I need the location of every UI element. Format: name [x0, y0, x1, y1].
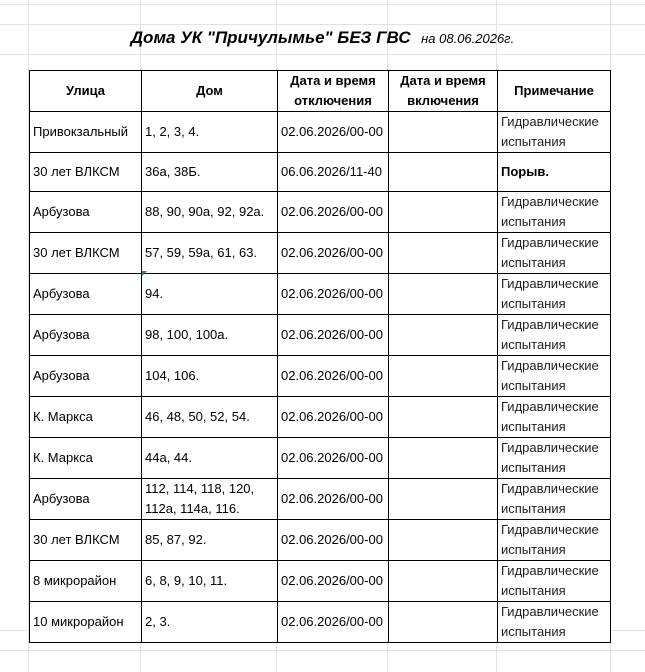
comment-marker-icon[interactable]: [142, 271, 147, 276]
note-cell[interactable]: Гидравлические испытания: [498, 274, 611, 315]
table-row: [30, 356, 611, 397]
off-time-cell[interactable]: 02.06.2026/00-00: [278, 315, 389, 356]
on-time-cell[interactable]: [389, 561, 498, 602]
header-street[interactable]: Улица: [30, 71, 142, 112]
off-time-cell[interactable]: 02.06.2026/00-00: [278, 479, 389, 520]
sheet-title: [0, 28, 645, 54]
off-time-cell[interactable]: 02.06.2026/00-00: [278, 192, 389, 233]
note-cell[interactable]: Гидравлические испытания: [498, 479, 611, 520]
street-cell[interactable]: Арбузова: [30, 192, 142, 233]
street-cell[interactable]: Арбузова: [30, 315, 142, 356]
table-row: [30, 315, 611, 356]
house-cell[interactable]: 88, 90, 90а, 92, 92а.: [142, 192, 278, 233]
house-cell[interactable]: 85, 87, 92.: [142, 520, 278, 561]
house-cell[interactable]: 6, 8, 9, 10, 11.: [142, 561, 278, 602]
street-cell[interactable]: 30 лет ВЛКСМ: [30, 520, 142, 561]
street-cell[interactable]: Арбузова: [30, 356, 142, 397]
on-time-cell[interactable]: [389, 438, 498, 479]
table-row: [30, 397, 611, 438]
house-cell[interactable]: 2, 3.: [142, 602, 278, 643]
street-cell[interactable]: Арбузова: [30, 479, 142, 520]
note-cell[interactable]: Гидравлические испытания: [498, 356, 611, 397]
note-cell[interactable]: Гидравлические испытания: [498, 112, 611, 153]
note-cell[interactable]: Гидравлические испытания: [498, 561, 611, 602]
header-note[interactable]: Примечание: [498, 71, 611, 112]
on-time-cell[interactable]: [389, 153, 498, 192]
note-cell[interactable]: Гидравлические испытания: [498, 192, 611, 233]
house-cell[interactable]: 112, 114, 118, 120, 112а, 114а, 116.: [142, 479, 278, 520]
title-main: Дома УК "Причулымье" БЕЗ ГВС: [130, 28, 411, 47]
table-row: [30, 561, 611, 602]
on-time-cell[interactable]: [389, 112, 498, 153]
table-row: [30, 602, 611, 643]
on-time-cell[interactable]: [389, 274, 498, 315]
note-cell[interactable]: Гидравлические испытания: [498, 438, 611, 479]
table-row: [30, 233, 611, 274]
off-time-cell[interactable]: 06.06.2026/11-40: [278, 153, 389, 192]
off-time-cell[interactable]: 02.06.2026/00-00: [278, 561, 389, 602]
street-cell[interactable]: К. Маркса: [30, 438, 142, 479]
street-cell[interactable]: Привокзальный: [30, 112, 142, 153]
table-row: [30, 520, 611, 561]
off-time-cell[interactable]: 02.06.2026/00-00: [278, 520, 389, 561]
off-time-cell[interactable]: 02.06.2026/00-00: [278, 356, 389, 397]
on-time-cell[interactable]: [389, 356, 498, 397]
off-time-cell[interactable]: 02.06.2026/00-00: [278, 112, 389, 153]
title-date: на 08.06.2026г.: [421, 31, 515, 46]
on-time-cell[interactable]: [389, 520, 498, 561]
street-cell[interactable]: 30 лет ВЛКСМ: [30, 233, 142, 274]
on-time-cell[interactable]: [389, 233, 498, 274]
house-cell[interactable]: 104, 106.: [142, 356, 278, 397]
header-row: [30, 71, 611, 112]
off-time-cell[interactable]: 02.06.2026/00-00: [278, 602, 389, 643]
house-cell[interactable]: 94.: [142, 274, 278, 315]
note-cell[interactable]: Порыв.: [498, 153, 611, 192]
house-cell[interactable]: 44а, 44.: [142, 438, 278, 479]
off-time-cell[interactable]: 02.06.2026/00-00: [278, 233, 389, 274]
off-time-cell[interactable]: 02.06.2026/00-00: [278, 438, 389, 479]
on-time-cell[interactable]: [389, 315, 498, 356]
on-time-cell[interactable]: [389, 602, 498, 643]
header-on-time[interactable]: Дата и время включения: [389, 71, 498, 112]
street-cell[interactable]: 30 лет ВЛКСМ: [30, 153, 142, 192]
note-cell[interactable]: Гидравлические испытания: [498, 233, 611, 274]
table-row: [30, 112, 611, 153]
house-cell[interactable]: 57, 59, 59а, 61, 63.: [142, 233, 278, 274]
on-time-cell[interactable]: [389, 397, 498, 438]
street-cell[interactable]: Арбузова: [30, 274, 142, 315]
note-cell[interactable]: Гидравлические испытания: [498, 520, 611, 561]
table-row: [30, 192, 611, 233]
house-cell[interactable]: 1, 2, 3, 4.: [142, 112, 278, 153]
header-off-time[interactable]: Дата и время отключения: [278, 71, 389, 112]
house-cell[interactable]: 98, 100, 100а.: [142, 315, 278, 356]
off-time-cell[interactable]: 02.06.2026/00-00: [278, 397, 389, 438]
table-row: [30, 274, 611, 315]
street-cell[interactable]: 10 микрорайон: [30, 602, 142, 643]
note-cell[interactable]: Гидравлические испытания: [498, 397, 611, 438]
table-row: [30, 153, 611, 192]
outage-table: [29, 70, 611, 643]
house-cell[interactable]: 36а, 38Б.: [142, 153, 278, 192]
header-house[interactable]: Дом: [142, 71, 278, 112]
on-time-cell[interactable]: [389, 192, 498, 233]
note-cell[interactable]: Гидравлические испытания: [498, 315, 611, 356]
street-cell[interactable]: 8 микрорайон: [30, 561, 142, 602]
on-time-cell[interactable]: [389, 479, 498, 520]
note-cell[interactable]: Гидравлические испытания: [498, 602, 611, 643]
table-body: [30, 112, 611, 643]
house-cell[interactable]: 46, 48, 50, 52, 54.: [142, 397, 278, 438]
street-cell[interactable]: К. Маркса: [30, 397, 142, 438]
table-row: [30, 438, 611, 479]
off-time-cell[interactable]: 02.06.2026/00-00: [278, 274, 389, 315]
table-row: [30, 479, 611, 520]
